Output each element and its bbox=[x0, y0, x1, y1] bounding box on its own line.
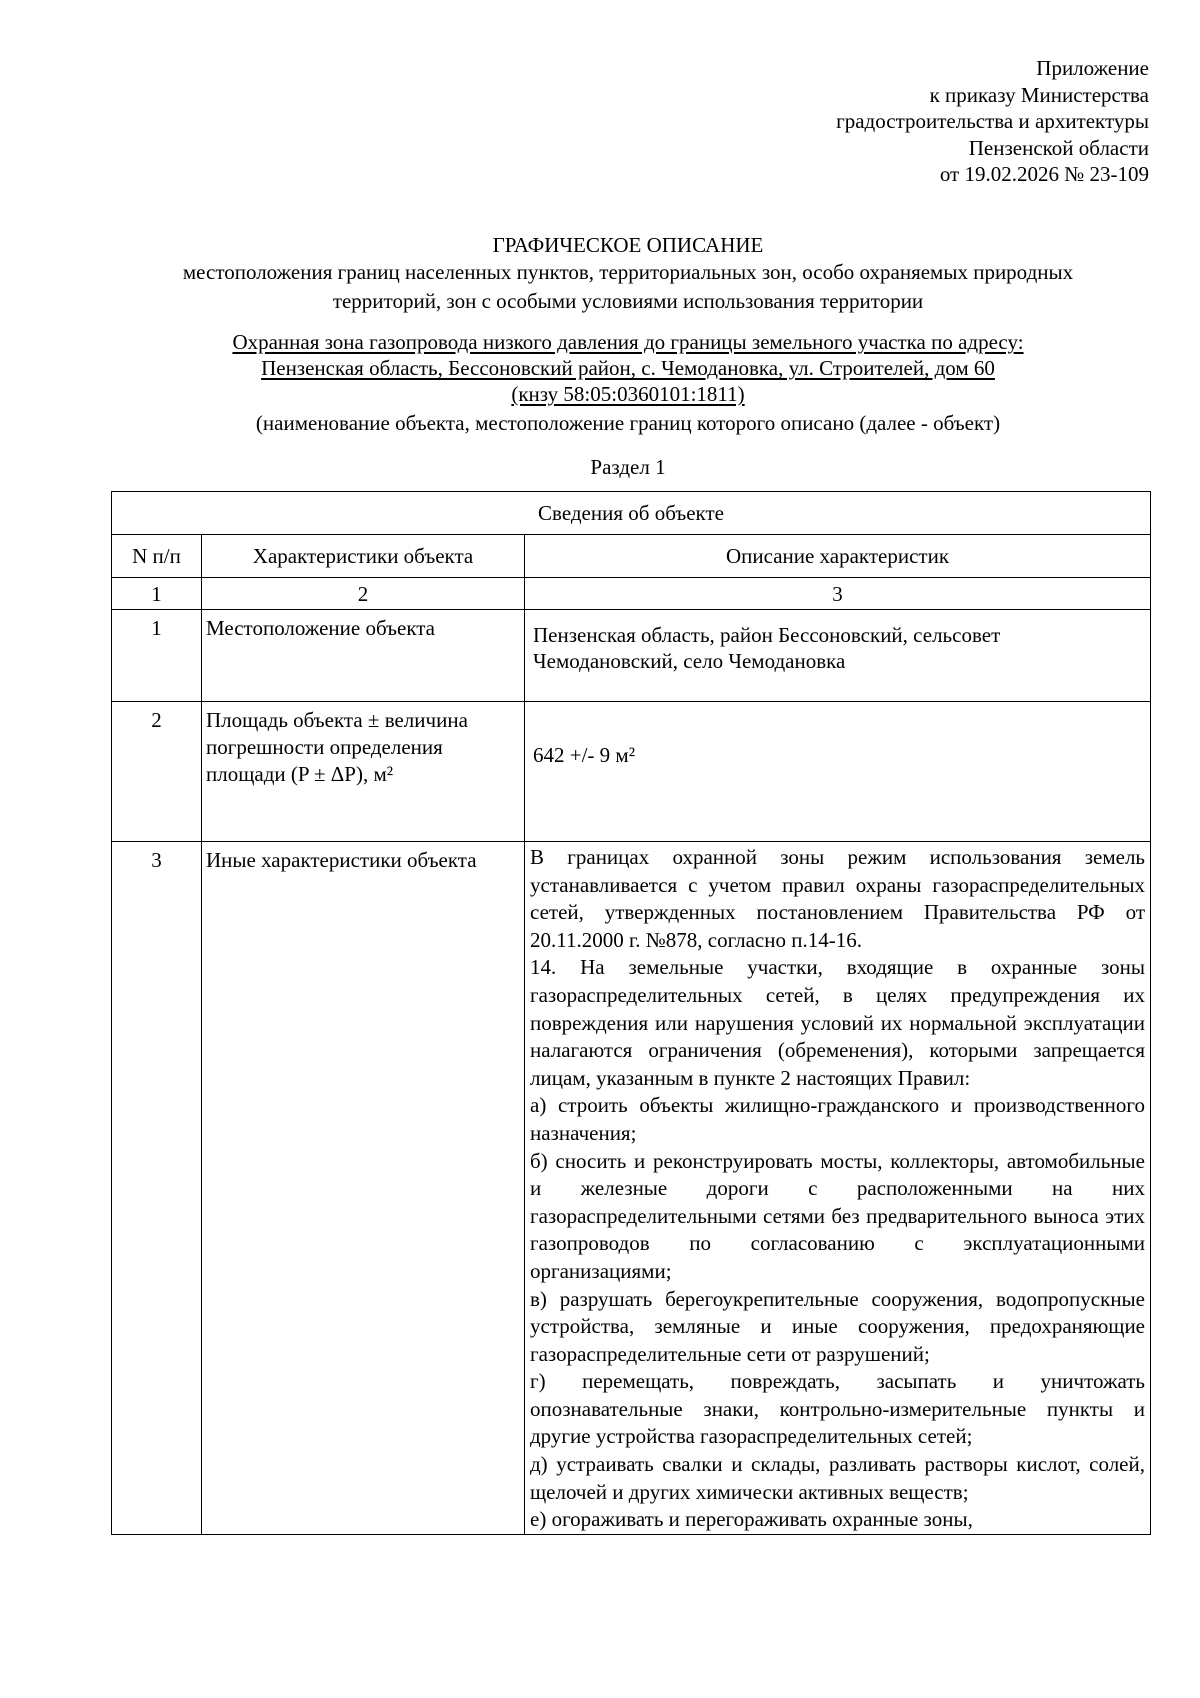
table-caption: Сведения об объекте bbox=[112, 492, 1151, 535]
row-description: Пензенская область, район Бессоновский, сельсовет Чемодановский, село Чемодановка bbox=[525, 610, 1151, 702]
column-number: 2 bbox=[202, 578, 525, 610]
table-row bbox=[112, 702, 1151, 842]
section-label: Раздел 1 bbox=[590, 455, 666, 479]
column-header-characteristic: Характеристики объекта bbox=[202, 535, 525, 578]
approval-line: градостроительства и архитектуры bbox=[836, 109, 1149, 134]
approval-stamp bbox=[549, 55, 1149, 188]
description-paragraph: В границах охранной зоны режим использования земель устанавливается с учетом правил охраны газораспределительных сетей, утвержденных постановлением Правительства РФ от 20.11.2000 г. №878, согласно п.14-16. bbox=[530, 845, 1145, 952]
document-title: ГРАФИЧЕСКОЕ ОПИСАНИЕ bbox=[492, 233, 764, 257]
row-characteristic: Местоположение объекта bbox=[202, 610, 525, 702]
row-description bbox=[525, 842, 1151, 1535]
approval-line: к приказу Министерства bbox=[929, 82, 1149, 107]
row-number: 3 bbox=[112, 842, 202, 1535]
description-paragraph: 14. На земельные участки, входящие в охранные зоны газораспределительных сетей, в целях предупреждения их повреждения или нарушения условий их нормальной эксплуатации налагаются ограничения (обременения), которыми запрещается лицам, указанным в пункте 2 настоящих Правил: bbox=[530, 955, 1145, 1090]
object-name bbox=[108, 329, 1148, 407]
object-name-line: Охранная зона газопровода низкого давления до границы земельного участка по адресу: bbox=[232, 330, 1024, 354]
object-caption: (наименование объекта, местоположение границ которого описано (далее - объект) bbox=[255, 411, 1001, 435]
description-paragraph: б) сносить и реконструировать мосты, коллекторы, автомобильные и железные дороги с расположенными на них газораспределительными сетями без предварительного выноса этих газопроводов по согласованию с эксплуатационными организациями; bbox=[530, 1148, 1145, 1283]
row-characteristic: Иные характеристики объекта bbox=[202, 842, 525, 1535]
document-subtitle bbox=[108, 258, 1148, 316]
description-paragraph: в) разрушать берегоукрепительные сооружения, водопропускные устройства, земляные и иные сооружения, предохраняющие газораспределительные сети от разрушений; bbox=[530, 1286, 1145, 1366]
description-paragraph: д) устраивать свалки и склады, разливать растворы кислот, солей, щелочей и других химически активных веществ; bbox=[530, 1452, 1145, 1504]
approval-line: от 19.02.2026 № 23-109 bbox=[939, 162, 1149, 187]
description-paragraph: г) перемещать, повреждать, засыпать и уничтожать опознавательные знаки, контрольно-измерительные пункты и другие устройства газораспределительных сетей; bbox=[530, 1369, 1145, 1449]
object-cadastral-number: (кнзу 58:05:0360101:1811) bbox=[511, 382, 745, 406]
object-info-table bbox=[111, 491, 1151, 1535]
description-paragraph: е) огораживать и перегораживать охранные зоны, bbox=[530, 1507, 973, 1532]
row-description: 642 +/- 9 м² bbox=[525, 702, 1151, 842]
subtitle-line: местоположения границ населенных пунктов, территориальных зон, особо охраняемых природных bbox=[182, 260, 1074, 284]
object-name-line: Пензенская область, Бессоновский район, с. Чемодановка, ул. Строителей, дом 60 bbox=[261, 356, 995, 380]
table-row bbox=[112, 610, 1151, 702]
subtitle-line: территорий, зон с особыми условиями использования территории bbox=[332, 289, 924, 313]
approval-line: Пензенской области bbox=[968, 135, 1149, 160]
row-characteristic: Площадь объекта ± величина погрешности определения площади (P ± ΔP), м² bbox=[202, 702, 525, 842]
description-paragraph: а) строить объекты жилищно-гражданского и производственного назначения; bbox=[530, 1093, 1145, 1145]
column-header-description: Описание характеристик bbox=[525, 535, 1151, 578]
column-header-number: N п/п bbox=[112, 535, 202, 578]
table-row bbox=[112, 842, 1151, 1535]
row-number: 1 bbox=[112, 610, 202, 702]
approval-line: Приложение bbox=[1036, 56, 1149, 80]
column-number: 3 bbox=[525, 578, 1151, 610]
column-number: 1 bbox=[112, 578, 202, 610]
row-number: 2 bbox=[112, 702, 202, 842]
